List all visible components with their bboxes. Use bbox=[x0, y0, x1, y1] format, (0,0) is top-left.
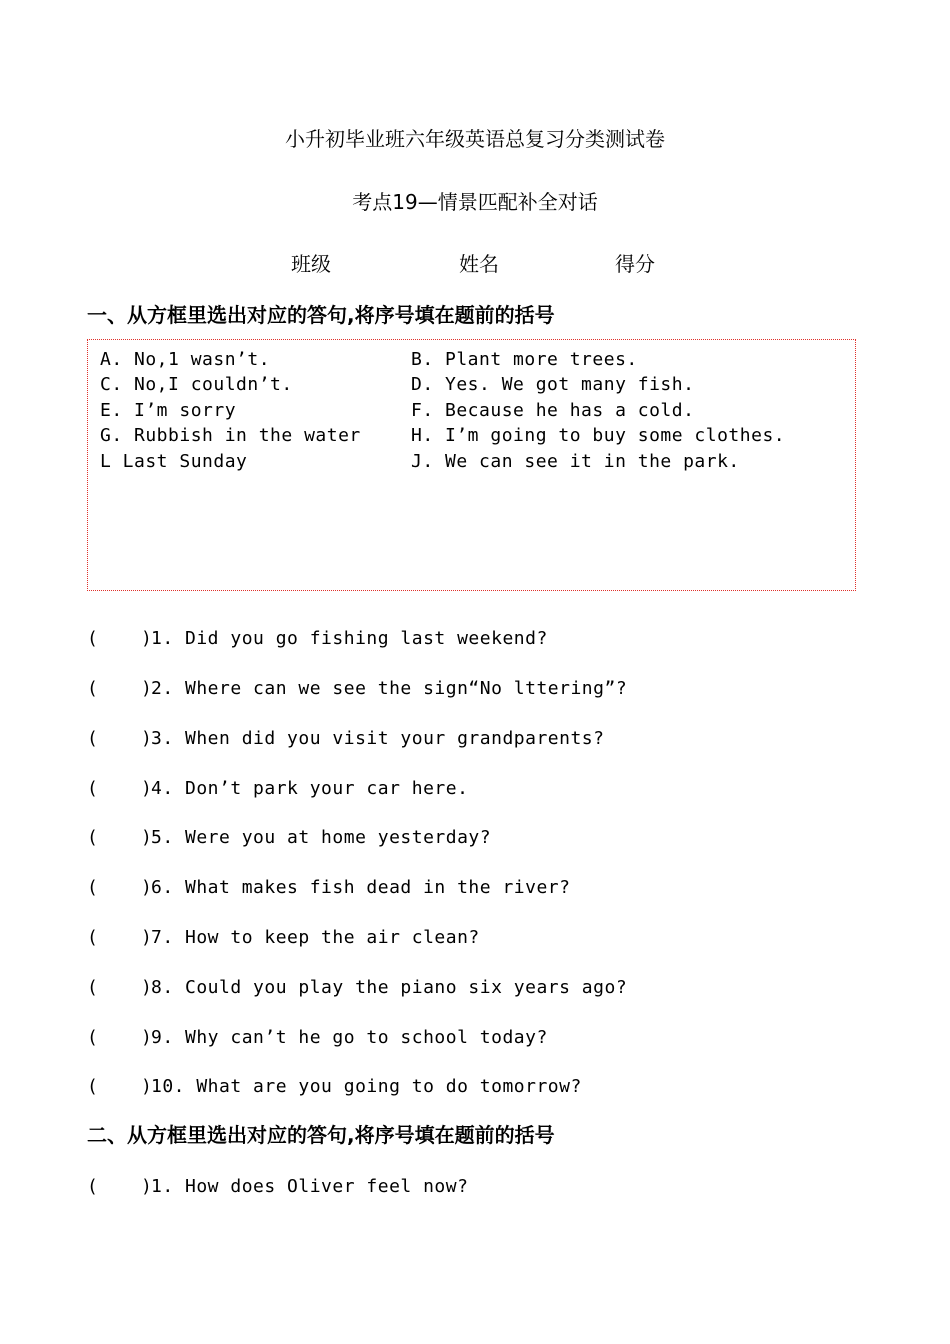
paren-close: ) bbox=[141, 728, 153, 749]
question-text: 10. What are you going to do tomorrow? bbox=[151, 1076, 582, 1097]
paren-close: ) bbox=[141, 778, 153, 799]
option-g: G. Rubbish in the water bbox=[100, 425, 361, 446]
question-text: 3. When did you visit your grandparents? bbox=[151, 728, 605, 749]
answer-options-box bbox=[87, 339, 856, 591]
answer-blank[interactable] bbox=[99, 1026, 139, 1050]
question-text: 1. Did you go fishing last weekend? bbox=[151, 628, 548, 649]
answer-blank[interactable] bbox=[99, 777, 139, 801]
paren-open: ( bbox=[87, 1027, 99, 1048]
paren-close: ) bbox=[141, 927, 153, 948]
option-b: B. Plant more trees. bbox=[411, 349, 638, 370]
paren-open: ( bbox=[87, 977, 99, 998]
option-i: L Last Sunday bbox=[100, 451, 248, 472]
paren-close: ) bbox=[141, 877, 153, 898]
paren-open: ( bbox=[87, 927, 99, 948]
paren-close: ) bbox=[141, 1076, 153, 1097]
paren-close: ) bbox=[141, 1176, 153, 1197]
paren-close: ) bbox=[141, 678, 153, 699]
name-label: 姓名 bbox=[459, 252, 499, 276]
option-j: J. We can see it in the park. bbox=[411, 451, 740, 472]
option-h: H. I’m going to buy some clothes. bbox=[411, 425, 786, 446]
paren-close: ) bbox=[141, 977, 153, 998]
answer-blank[interactable] bbox=[99, 926, 139, 950]
paren-open: ( bbox=[87, 778, 99, 799]
paren-open: ( bbox=[87, 678, 99, 699]
question-text: 4. Don’t park your car here. bbox=[151, 778, 469, 799]
page-title: 小升初毕业班六年级英语总复习分类测试卷 bbox=[285, 127, 665, 151]
answer-blank[interactable] bbox=[99, 976, 139, 1000]
question-text: 1. How does Oliver feel now? bbox=[151, 1176, 469, 1197]
page-subtitle: 考点19—情景匹配补全对话 bbox=[352, 190, 598, 214]
answer-blank[interactable] bbox=[99, 1175, 139, 1199]
paren-close: ) bbox=[141, 827, 153, 848]
paren-open: ( bbox=[87, 827, 99, 848]
answer-blank[interactable] bbox=[99, 876, 139, 900]
paren-open: ( bbox=[87, 628, 99, 649]
answer-blank[interactable] bbox=[99, 727, 139, 751]
paren-open: ( bbox=[87, 877, 99, 898]
answer-blank[interactable] bbox=[99, 627, 139, 651]
paren-close: ) bbox=[141, 1027, 153, 1048]
question-text: 8. Could you play the piano six years ago? bbox=[151, 977, 628, 998]
paren-close: ) bbox=[141, 628, 153, 649]
option-f: F. Because he has a cold. bbox=[411, 400, 695, 421]
question-text: 6. What makes fish dead in the river? bbox=[151, 877, 571, 898]
paren-open: ( bbox=[87, 1076, 99, 1097]
score-label: 得分 bbox=[615, 252, 655, 276]
option-d: D. Yes. We got many fish. bbox=[411, 374, 695, 395]
option-a: A. No,1 wasn’t. bbox=[100, 349, 271, 370]
question-text: 5. Were you at home yesterday? bbox=[151, 827, 492, 848]
question-text: 2. Where can we see the sign“No lttering”? bbox=[151, 678, 628, 699]
answer-blank[interactable] bbox=[99, 1075, 139, 1099]
answer-blank[interactable] bbox=[99, 826, 139, 850]
option-c: C. No,I couldn’t. bbox=[100, 374, 293, 395]
question-text: 9. Why can’t he go to school today? bbox=[151, 1027, 548, 1048]
paren-open: ( bbox=[87, 728, 99, 749]
class-label: 班级 bbox=[291, 252, 331, 276]
answer-blank[interactable] bbox=[99, 677, 139, 701]
section1-heading: 一、从方框里选出对应的答句,将序号填在题前的括号 bbox=[87, 303, 555, 327]
question-text: 7. How to keep the air clean? bbox=[151, 927, 480, 948]
option-e: E. I’m sorry bbox=[100, 400, 237, 421]
section2-heading: 二、从方框里选出对应的答句,将序号填在题前的括号 bbox=[87, 1123, 555, 1147]
paren-open: ( bbox=[87, 1176, 99, 1197]
